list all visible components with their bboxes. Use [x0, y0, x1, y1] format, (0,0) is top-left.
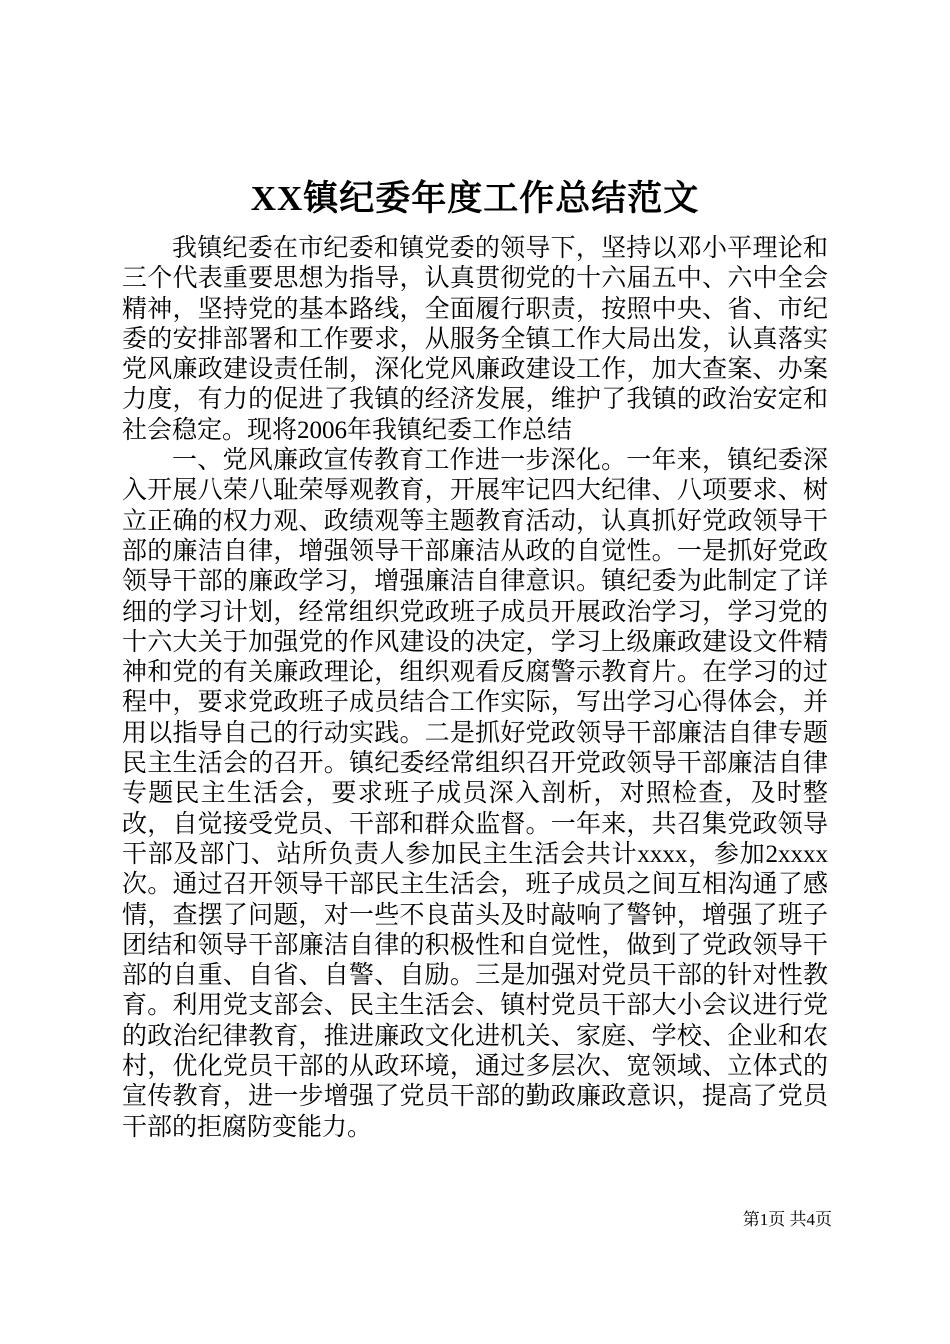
- page-footer: [743, 1210, 832, 1230]
- page-number-text: 第1页 共4页: [742, 1210, 832, 1229]
- document-title: XX镇纪委年度工作总结范文: [250, 179, 700, 218]
- document-body: [122, 234, 828, 1143]
- body-paragraph-section-one: 一、党风廉政宣传教育工作进一步深化。一年来，镇纪委深入开展八荣八耻荣辱观教育，开展牢记四大纪律、八项要求、树立正确的权力观、政绩观等主题教育活动，认真抓好党政领导干部的廉洁自律，增强领导干部廉洁从政的自觉性。一是抓好党政领导干部的廉政学习，增强廉洁自律意识。镇纪委为此制定了详细的学习计划，经常组织党政班子成员开展政治学习，学习党的十六大关于加强党的作风建设的决定，学习上级廉政建设文件精神和党的有关廉政理论，组织观看反腐警示教育片。在学习的过程中，要求党政班子成员结合工作实际，写出学习心得体会，并用以指导自己的行动实践。二是抓好党政领导干部廉洁自律专题民主生活会的召开。镇纪委经常组织召开党政领导干部廉洁自律专题民主生活会，要求班子成员深入剖析，对照检查，及时整改，自觉接受党员、干部和群众监督。一年来，共召集党政领导干部及部门、站所负责人参加民主生活会共计xxxx，参加2xxxx次。通过召开领导干部民主生活会，班子成员之间互相沟通了感情，查摆了问题，对一些不良苗头及时敲响了警钟，增强了班子团结和领导干部廉洁自律的积极性和自觉性，做到了党政领导干部的自重、自省、自警、自励。三是加强对党员干部的针对性教育。利用党支部会、民主生活会、镇村党员干部大小会议进行党的政治纪律教育，推进廉政文化进机关、家庭、学校、企业和农村，优化党员干部的从政环境，通过多层次、宽领域、立体式的宣传教育，进一步增强了党员干部的勤政廉政意识，提高了党员干部的拒腐防变能力。: [122, 447, 828, 1141]
- body-paragraph-intro: 我镇纪委在市纪委和镇党委的领导下，坚持以邓小平理论和三个代表重要思想为指导，认真贯彻党的十六届五中、六中全会精神，坚持党的基本路线，全面履行职责，按照中央、省、市纪委的安排部署和工作要求，从服务全镇工作大局出发，认真落实党风廉政建设责任制，深化党风廉政建设工作，加大查案、办案力度，有力的促进了我镇的经济发展，维护了我镇的政治安定和社会稳定。现将2006年我镇纪委工作总结: [122, 235, 828, 444]
